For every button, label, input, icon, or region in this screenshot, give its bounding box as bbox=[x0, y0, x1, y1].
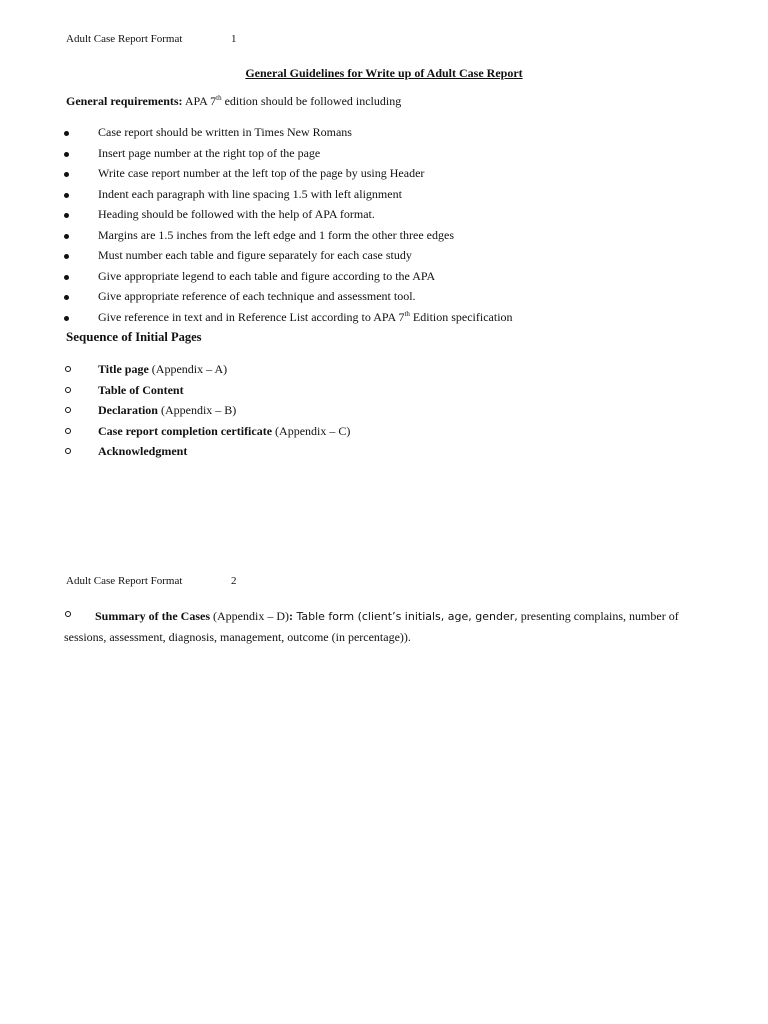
running-head: Adult Case Report Format bbox=[66, 33, 183, 45]
summary-of-cases: Summary of the Cases (Appendix – D): Table form (client’s initials, age, gender, presenting complains, number of sessions, assessment, diagnosis, management, outcome (in percentage)). bbox=[64, 609, 679, 644]
page-number-2: 2 bbox=[231, 575, 237, 587]
bullet-icon bbox=[64, 172, 69, 177]
general-requirements-text: APA 7 bbox=[182, 94, 217, 108]
circle-bullet-icon bbox=[65, 407, 71, 413]
circle-bullet-icon bbox=[65, 387, 71, 393]
circle-bullet-icon bbox=[65, 611, 71, 617]
bullet-icon bbox=[64, 131, 69, 136]
general-requirements-label: General requirements: bbox=[66, 94, 183, 108]
bullet-icon bbox=[64, 316, 69, 321]
bullet-icon bbox=[64, 295, 69, 300]
document-title: General Guidelines for Write up of Adult Case Report bbox=[245, 66, 523, 80]
bullet-icon bbox=[64, 254, 69, 259]
circle-bullet-icon bbox=[65, 366, 71, 372]
sequence-heading: Sequence of Initial Pages bbox=[66, 329, 202, 344]
circle-bullet-icon bbox=[65, 428, 71, 434]
circle-bullet-icon bbox=[65, 448, 71, 454]
bullet-icon bbox=[64, 234, 69, 239]
bullet-icon bbox=[64, 152, 69, 157]
running-head-page-2: Adult Case Report Format bbox=[66, 575, 183, 587]
bullet-icon bbox=[64, 275, 69, 280]
general-requirements bbox=[66, 94, 401, 109]
general-requirements-text-after: edition should be followed including bbox=[221, 94, 402, 108]
bullet-icon bbox=[64, 213, 69, 218]
page-number: 1 bbox=[231, 33, 237, 45]
general-requirements-sup: th bbox=[216, 94, 222, 102]
bullet-icon bbox=[64, 193, 69, 198]
